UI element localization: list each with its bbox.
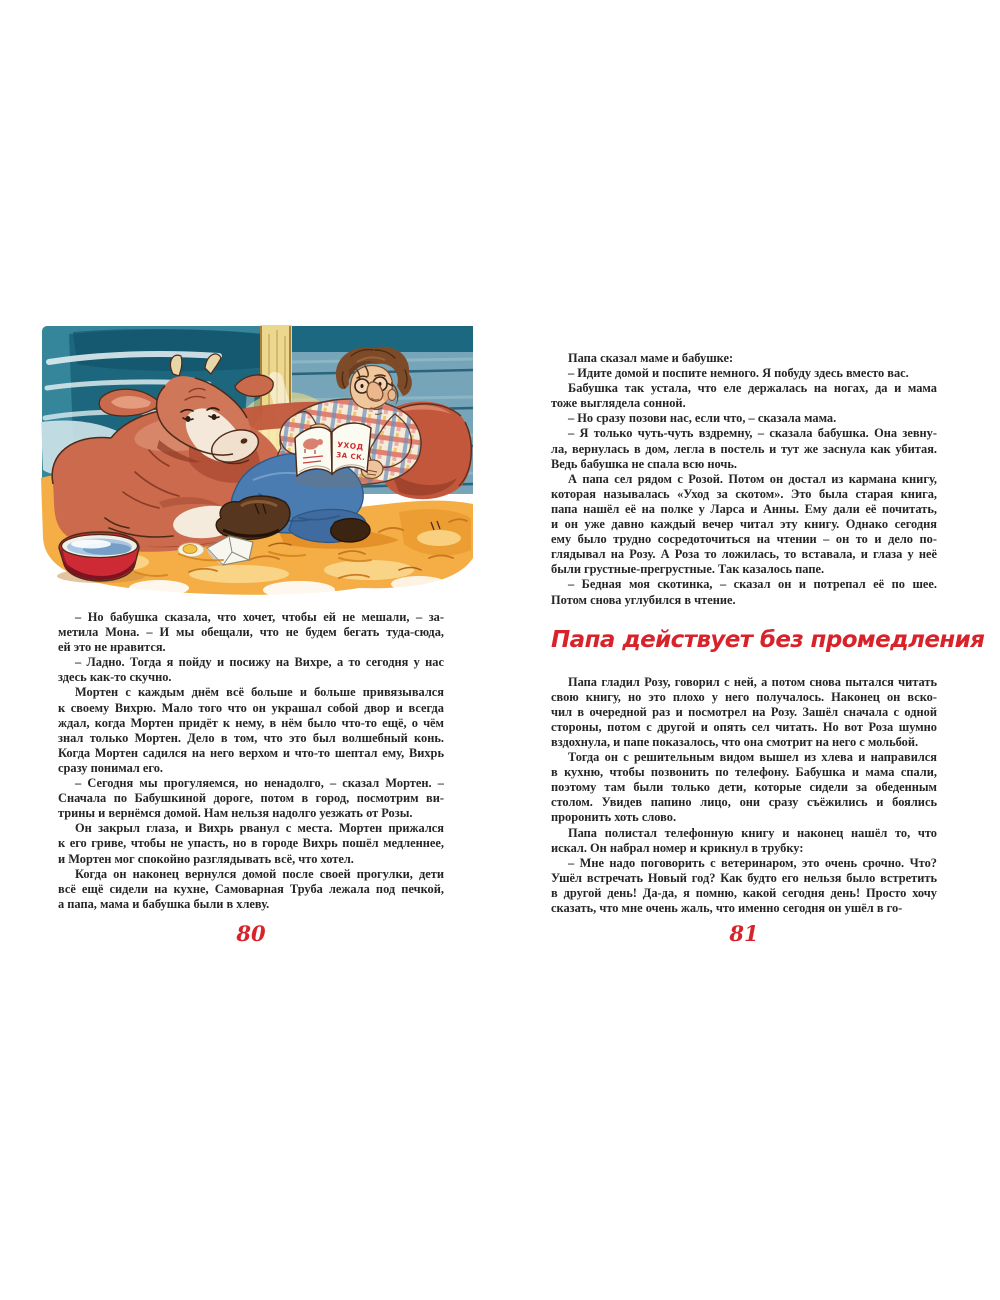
text-line: столом. Увидев папино лицо, они сразу съёжились и боялись bbox=[551, 795, 937, 810]
text-line: были грустные-прегрустные. Так казалось папе. bbox=[551, 562, 825, 577]
text-line: Когда Мортен садился на него верхом и что-то шептал ему, Вихрь bbox=[58, 745, 444, 760]
text-line: поэтому там были только дети, которые сидели за обеденным bbox=[551, 780, 937, 795]
text-line: вздохнула, и папе показалось, что она смотрит на него с мольбой. bbox=[551, 734, 919, 749]
text-line: – Но бабушка сказала, что хочет, чтобы ей не мешали, – за- bbox=[75, 610, 444, 624]
text-line: – Я только чуть-чуть вздремну, – сказала бабушка. Она зевну- bbox=[568, 426, 937, 441]
text-line: ей это не нравится. bbox=[58, 640, 166, 655]
text-line: сказать, что мне очень жаль, что именно сегодня он ушёл в го- bbox=[551, 901, 903, 915]
right-page-text-bottom bbox=[551, 675, 937, 917]
text-line: всё ещё сидели на кухне, Самоварная Труба лежала под печкой, bbox=[58, 881, 444, 896]
text-line: ждал, когда Мортен придёт к нему, в нём было что-то ещё, о чём bbox=[58, 715, 444, 730]
text-line: Когда он наконец вернулся домой после своей прогулки, дети bbox=[75, 866, 444, 881]
right-page-text bbox=[551, 351, 985, 916]
text-line: искал. Он набрал номер и крикнул в трубку: bbox=[551, 840, 804, 855]
text-line: тоже выглядела сонной. bbox=[551, 396, 686, 411]
open-book bbox=[294, 423, 374, 488]
text-line: – Ладно. Тогда я пойду и посижу на Вихре, а то сегодня у нас bbox=[75, 655, 444, 670]
left-page-number: 80 bbox=[236, 921, 266, 946]
text-line: проронить хоть слово. bbox=[551, 810, 677, 825]
text-line: Тогда он с решительным видом вышел из хлева и направился bbox=[568, 750, 937, 765]
text-line: Ушёл встречать Новый год? Как будто его нельзя было встретить bbox=[551, 870, 937, 885]
text-line: папа нашёл её на полке у Ларса и Анны. Ему дали её почитать, bbox=[551, 501, 937, 516]
text-line: в другой день! Да-да, я помню, какой сегодня день! Просто хочу bbox=[551, 885, 937, 900]
text-line: А папа сел рядом с Розой. Потом он достал из кармана книгу, bbox=[568, 471, 937, 486]
text-line: Он закрыл глаза, и Вихрь рванул с места. Мортен прижался bbox=[75, 821, 444, 836]
illustration bbox=[39, 322, 475, 600]
text-line: глядывал на Розу. А Роза то ложилась, то вставала, и глаза у неё bbox=[551, 547, 937, 562]
ear bbox=[388, 390, 396, 401]
text-line: ему было трудно сосредоточиться на чтении – он то и дело по- bbox=[551, 532, 937, 547]
text-line: Папа гладил Розу, говорил с ней, а потом снова пытался читать bbox=[568, 674, 937, 689]
text-line: трины и вернёмся домой. Нам нельзя надолго уезжать от Розы. bbox=[58, 806, 413, 821]
text-line: стороны, потом с другой и опять сел читать. Но вот Роза шумно bbox=[551, 719, 937, 734]
text-line: Мортен с каждым днём всё больше и больше привязывался bbox=[75, 685, 444, 700]
book-cover-text: УХОД bbox=[336, 440, 365, 452]
text-line: в кухню, чтобы позвонить по телефону. Бабушка и мама спали, bbox=[551, 765, 937, 780]
milk-bowl bbox=[57, 532, 145, 583]
text-line: Папа полистал телефонную книгу и наконец нашёл то, что bbox=[568, 825, 937, 840]
text-line: и он уже давно каждый вечер читал эту книгу. Однако сегодня bbox=[551, 517, 937, 532]
book-cover-text: ЗА СК. bbox=[335, 451, 366, 463]
text-line: Ведь бабушка не спала всю ночь. bbox=[551, 456, 738, 471]
text-line: к его гриве, чтобы не упасть, но в городе Вихрь пошёл медленнее, bbox=[58, 836, 444, 851]
right-page-number: 81 bbox=[729, 921, 759, 946]
text-line: к своему Вихрю. Мало того что он украшал собой двор и всегда bbox=[58, 700, 444, 715]
text-line: здесь как-то скучно. bbox=[58, 670, 172, 685]
text-line: Потом снова углубился в чтение. bbox=[551, 592, 736, 607]
text-line: Папа сказал маме и бабушке: bbox=[568, 351, 734, 365]
text-line: ла, вернулась в дом, легла в постель и тут же заснула как убитая. bbox=[551, 441, 937, 456]
text-line: – Идите домой и поспите немного. Я побуду здесь вместо вас. bbox=[568, 366, 909, 381]
text-line: и Мортен мог спокойно разглядывать всё, что хотел. bbox=[58, 851, 354, 866]
text-line: которая называлась «Уход за скотом». Это была старая книга, bbox=[551, 486, 937, 501]
text-line: – Сегодня мы прогуляемся, но ненадолго, – сказал Мортен. – bbox=[75, 776, 444, 791]
text-line: – Мне надо поговорить с ветеринаром, это очень срочно. Что? bbox=[568, 855, 937, 870]
right-page-text-top bbox=[551, 351, 937, 608]
text-line: – Но сразу позови нас, если что, – сказала мама. bbox=[568, 411, 837, 426]
text-line: сразу понимал его. bbox=[58, 760, 164, 775]
text-line: метила Мона. – И мы обещали, что не будем бегать туда-сюда, bbox=[58, 625, 444, 640]
text-line: Бабушка так устала, что еле держалась на ногах, да и мама bbox=[568, 381, 937, 396]
text-line: знал только Мортен. Дело в том, что это был волшебный конь. bbox=[58, 730, 444, 745]
text-line: – Бедная моя скотинка, – сказал он и потрепал её по шее. bbox=[568, 577, 937, 592]
text-line: свою книгу, но это плохо у него получалось. Наконец он вско- bbox=[551, 689, 937, 704]
chapter-heading: Папа действует без промедления bbox=[551, 626, 985, 653]
left-page-text bbox=[58, 610, 444, 912]
text-line: Сначала по Бабушкиной дороге, потом в город, посмотрим ви- bbox=[58, 791, 444, 806]
text-line: чил в очередной раз и посмотрел на Розу. Зашёл сначала с одной bbox=[551, 704, 937, 719]
text-line: а папа, мама и бабушка были в хлеву. bbox=[58, 896, 270, 911]
